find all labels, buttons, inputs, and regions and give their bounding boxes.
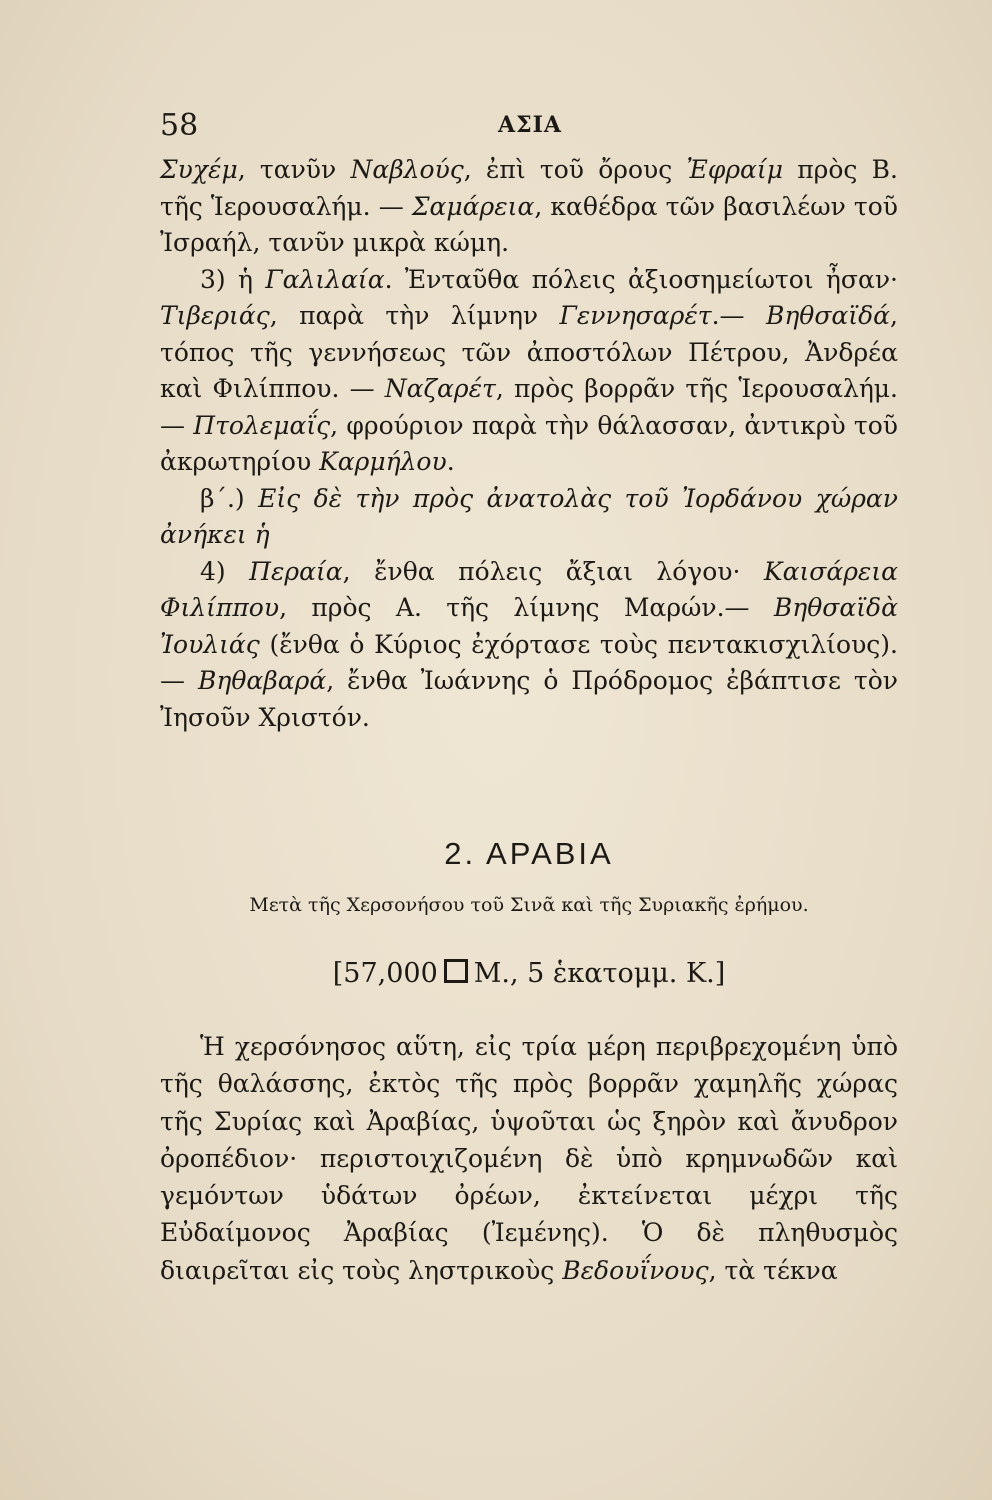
text-run: , καθέδρα τῶν βασιλέων τοῦ Ἰσραήλ, τανῦν μικρὰ κώμη. — [160, 191, 898, 257]
text-run: , ἐπὶ τοῦ ὄρους — [463, 155, 687, 184]
text-run: .— — [711, 301, 766, 330]
place-name: Καισάρεια Φιλίππου — [160, 556, 899, 622]
text-run: πρὸς Β. τῆς Ἱερουσαλήμ. — — [160, 155, 898, 221]
place-name: Γεννησαρέτ — [559, 301, 712, 330]
paragraph — [160, 152, 898, 262]
area-population-stats — [160, 958, 898, 989]
text-run: , ἔνθα πόλεις ἄξιαι λόγου· — [342, 556, 764, 586]
place-name: Σαμάρεια — [411, 191, 535, 221]
place-name: Ναβλούς — [350, 155, 464, 184]
place-name: Γαλιλαία — [265, 264, 385, 294]
text-run: , τὰ τέκνα — [708, 1255, 838, 1285]
place-name: Ναζαρέτ — [384, 374, 496, 403]
place-name: Τιβεριάς — [160, 301, 270, 330]
place-name: Πτολεμαΐς — [193, 410, 331, 440]
text-run: 3) ἡ — [200, 264, 266, 294]
place-name: Συχέμ — [160, 155, 238, 184]
text-run: . — [446, 447, 455, 476]
place-name: Βηθαβαρά — [198, 666, 327, 695]
text-run: , τανῦν — [237, 155, 351, 184]
people-name: Βεδουΐνους — [562, 1255, 709, 1285]
paragraph — [160, 554, 898, 737]
paragraph — [160, 1028, 898, 1289]
text-run: , τόπος τῆς γεννήσεως τῶν ἀποστόλων Πέτρου, Ἀνδρέα καὶ Φιλίππου. — — [160, 301, 898, 403]
population-value: Μ., 5 ἑκατομμ. Κ.] — [473, 958, 726, 989]
place-name: Ἐφραίμ — [686, 155, 783, 184]
running-head: ΑΣΙΑ — [498, 112, 562, 138]
area-value: [57,000 — [332, 958, 438, 989]
text-run: β΄.) — [200, 483, 259, 513]
text-run: 4) — [200, 556, 250, 586]
section-palestine-text — [160, 152, 898, 736]
square-symbol-icon — [444, 959, 468, 983]
section-subtitle: Μετὰ τῆς Χερσονήσου τοῦ Σινᾶ καὶ τῆς Συριακῆς ἐρήμου. — [249, 894, 809, 916]
page-number: 58 — [160, 108, 199, 143]
text-run: Εἰς δὲ τὴν πρὸς ἀνατολὰς τοῦ Ἰορδάνου χώραν ἀνήκει ἡ — [160, 483, 898, 549]
text-run: , πρὸς Α. τῆς λίμνης Μαρών.— — [279, 593, 774, 622]
place-name: Βηθσαϊδὰ Ἰουλιάς — [160, 593, 898, 659]
place-name: Βηθσαϊδά — [765, 301, 891, 330]
place-name: Περαία — [249, 556, 343, 586]
place-name: Καρμήλου — [319, 447, 447, 476]
paragraph — [160, 262, 898, 481]
text-run: Ἡ χερσόνησος αὕτη, εἰς τρία μέρη περιβρεχομένη ὑπὸ τῆς θαλάσσης, ἐκτὸς τῆς πρὸς βορρᾶν χαμηλῆς χώρας τῆς Συρίας καὶ Ἀραβίας, ὑψοῦται ὡς ξηρὸν καὶ ἄνυδρον ὀροπέδιον· περιστοιχιζομένη δὲ ὑπὸ κρημνωδῶν καὶ γεμόντων ὑδάτων ὀρέων, ἐκτείνεται μέχρι τῆς Εὐδαίμονος Ἀραβίας (Ἰεμένης). Ὁ δὲ πληθυσμὸς διαιρεῖται εἰς τοὺς ληστρικοὺς — [160, 1032, 898, 1285]
text-run: , παρὰ τὴν λίμνην — [269, 301, 560, 330]
section-title: 2. ΑΡΑΒΙΑ — [444, 836, 614, 871]
section-arabia-text — [160, 1028, 898, 1289]
text-run: . Ἐνταῦθα πόλεις ἀξιοσημείωτοι ἦσαν· — [384, 264, 898, 294]
text-run: (ἔνθα ὁ Κύριος ἐχόρτασε τοὺς πεντακισχιλίους).— — [160, 629, 898, 695]
text-run: , φρούριον παρὰ τὴν θάλασσαν, ἀντικρὺ τοῦ ἀκρωτηρίου — [160, 410, 898, 476]
text-run: , πρὸς βορρᾶν τῆς Ἱερουσαλήμ.— — [160, 374, 899, 440]
page-header — [160, 108, 900, 148]
text-run: , ἔνθα Ἰωάννης ὁ Πρόδρομος ἐβάπτισε τὸν Ἰησοῦν Χριστόν. — [160, 666, 898, 732]
paragraph — [160, 481, 898, 554]
